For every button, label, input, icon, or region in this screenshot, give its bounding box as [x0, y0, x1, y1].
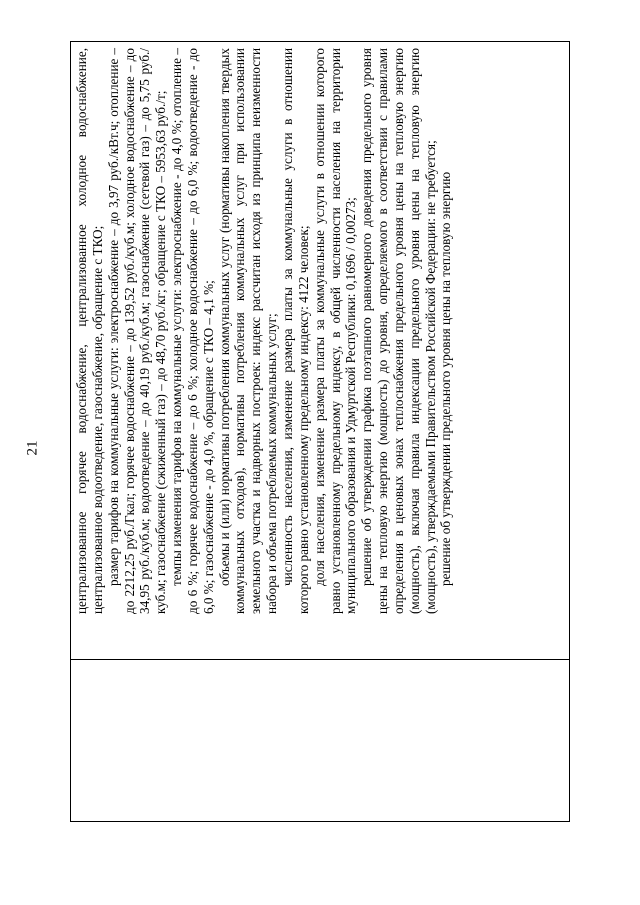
paragraph: решение об утверждении предельного уровня цены на тепловую энергию	[438, 171, 454, 586]
paragraph: решение об утверждении графика поэтапного равномерного доведения предельного уровня цены на тепловую энергию (мощность) до уровня, определяемого в соответствии с правилами определения в ценовых зонах теплоснабжения предельного уровня цены на тепловую энергию (мощность), включая правила индексации предельного уровня цены на тепловую энергию (мощность), утверждаемыми Правительством Российской Федерации: не требуется;	[359, 48, 438, 614]
table-cell-content	[71, 42, 569, 616]
paragraph: централизованное горячее водоснабжение, централизованное холодное водоснабжение, централизованное водоотведение, газоснабжение, обращение с ТКО;	[74, 48, 105, 614]
paragraph: численность населения, изменение размера платы за коммунальные услуги в отношении которого равно установленному предельному индексу: 4122 человек;	[279, 48, 311, 614]
page-number: 21	[24, 440, 41, 456]
paragraph: объемы и (или) нормативы потребления коммунальных услуг (нормативы накопления твердых коммунальных отходов), нормативы потребления коммунальных услуг при использовании земельного участка и надворных построек: индекс рассчитан исходя из принципа неизменности набора и объема потребляемых коммунальных услуг;	[216, 48, 280, 614]
table-column-divider	[71, 659, 569, 660]
paragraph: доля населения, изменение размера платы за коммунальные услуги в отношении которого равно установленному предельному индексу, в общей численности населения на территории муниципального образования и Удмуртской Республики: 0,1696 / 0,00273;	[311, 48, 359, 614]
paragraph: темпы изменения тарифов на коммунальные услуги: электроснабжение - до 4,0 %; отопление – до 6 %; горячее водоснабжение – до 6 %; холодное водоснабжение – до 6,0 %; водоотведение - до 6,0 %; газоснабжение - до 4,0 %, обращение с ТКО – 4,1 %;	[169, 48, 216, 614]
paragraph: размер тарифов на коммунальные услуги: электроснабжение – до 3,97 руб./кВт.ч; отопление – до 2212,25 руб./Гкал; горячее водоснабжение – до 139,52 руб./куб.м; холодное водоснабжение – до 34,95 руб./куб.м; водоотведение – до 40,19 руб./куб.м; газоснабжение (сетевой газ) – до 5,75 руб./куб.м; газоснабжение (сжиженный газ) – до 48,70 руб./кг; обращение с ТКО – 5953,63 руб./т;	[105, 48, 169, 614]
